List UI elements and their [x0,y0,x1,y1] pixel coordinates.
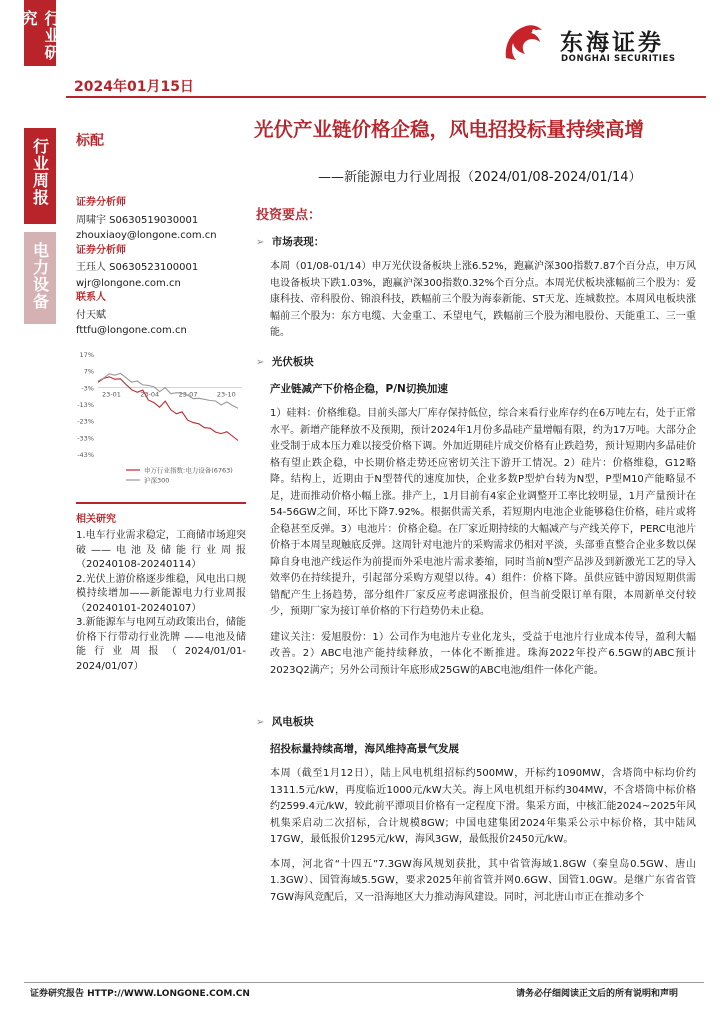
contact-name: 付天赋 [76,309,106,321]
wind-text-2: 本周，河北省“十四五”7.3GW海风规划获批，其中省管海域1.8GW（秦皇岛0.5GW、唐山1.3GW）、国管海域5.5GW，要求2025年前省管并网0.6GW、国管1.0GW。是继广东省省管7GW海风竞配后，又一沿海地区大力推动海风建设。同时，河北唐山市正在推动多个 [270,858,696,903]
related-item[interactable]: 1.电车行业需求稳定，工商储市场迎突破——电池及储能行业周报（20240108-20240114） [76,530,246,570]
related-divider [76,502,246,504]
y-tick-label: -23% [77,417,94,426]
x-tick-label: 23-04 [140,390,160,399]
pv-advice: 建议关注：爱旭股份：1）公司作为电池片专业化龙头，受益于电池片行业成本传导，盈利大幅改善。2）ABC电池产能持续释放，一体化不断推进。珠海2022年投产6.5GW的ABC预计2023Q2满产；另外公司预计年底形成25GW的ABC电池/组件一体化产能。 [270,631,696,676]
y-tick-label: -43% [77,451,94,459]
y-tick-label: -33% [77,434,94,443]
wind-text-1: 本周（截至1月12日），陆上风电机组招标约500MW，开标约1090MW，含塔筒中标均价约1311.5元/kW，再度临近1000元/kW大关。海上风电机组开标约304MW，不含塔筒中标价格约2599.4元/kW，较此前平潭项目价格有一定程度下滑。集采方面，中核汇能2024~2025年风机集采启动二次招标，合计规模8GW；中国电建集团2024年集采公示中标价格，其中陆风17GW，最低报价1295元/kW，海风3GW，最低报价2450元/kW。 [270,768,696,845]
y-tick-label: -3% [81,384,94,393]
rating: 标配 [76,133,104,149]
y-tick-label: 17% [79,351,94,359]
tab-industry-label: 电力设备 [30,242,50,310]
footer-left[interactable]: 证券研究报告 HTTP://WWW.LONGONE.COM.CN [30,989,250,999]
market-text: 本周（01/08-01/14）申万光伏设备板块上涨6.52%，跑赢沪深300指数7.87个百分点，申万风电设备板块下跌1.03%，跑赢沪深300指数0.32%个百分点。本周光伏板块涨幅前三个股为：爱康科技、帝科股份、锦浪科技，跌幅前三个股为海泰新能、ST天龙、连城数控。本周风电板块涨幅前三个股为：东方电缆、大金重工、禾望电气，跌幅前三个股为湘电股份、天能重工、三一重能。 [270,261,696,338]
brand-name-cn: 东海证券 [560,30,664,56]
contact-email: fttfu@longone.com.cn [76,325,187,336]
legend-label: 沪深300 [144,476,170,485]
y-tick-label: 7% [83,367,94,376]
bullet-icon: ➢ [256,357,265,368]
tab-report-type [19,0,61,66]
brand-logo [498,14,708,74]
bullet-icon: ➢ [256,237,265,248]
bullet-icon: ➢ [256,717,265,728]
wind-heading: 风电板块 [271,716,314,728]
pv-text: 1）硅料：价格维稳。目前头部大厂库存保持低位，综合来看行业库存约在6万吨左右，处于正常水平。新增产能释放不及预期，预计2024年1月份多晶硅产量增幅有限，约为17万吨。大部分企业受制于成本压力难以接受价格下调。外加近期硅片成交价格有止跌趋势，预计短期内多晶硅价格有望止跌企稳，中长期价格走势还应密切关注下游开工情况。2）硅片：价格维稳，G12略降。结构上，近期由于N型替代的速度加快，企业多数P型炉台转为N型，P型M10产能略显不足，进而推动价格小幅上涨。排产上，1月目前有4家企业调整开工率比较明显，1月产量预计在54-56GW之间，环比下降7.92%。根据供需关系，若短期内电池企业能够稳住价格，硅片或将企稳甚至反弹。3）电池片：价格企稳。在厂家近期持续的大幅减产与产线关停下，PERC电池片价格于本周呈现触底反弹。这周针对电池片的采购需求仍相对平淡，头部垂直整合企业多数以保障自身电池产线运作为前提而外采电池片需求萎缩，同时当前N型产品涉及到新激光工艺的导入效率仍在持续提升，引起部分采购方观望以待。4）组件：价格下降。虽供应链中游因短期供需错配产生上扬趋势，部分组件厂家反应考虑调涨报价，但当前受限订单有限，本周新单交付较少，预期厂家为接订单价格的下行趋势仍未止稳。 [270,408,696,617]
x-tick-label: 23-07 [178,390,198,399]
footer-right: 请务必仔细阅读正文后的所有说明和声明 [516,989,679,999]
related-item[interactable]: 3.新能源车与电网互动政策出台，储能价格下行带动行业洗牌 ——电池及储能行业周报（2024/01/01-2024/01/07） [76,617,246,672]
wind-section [256,714,696,906]
x-tick-label: 23-01 [102,390,121,399]
investment-title: 投资要点： [256,208,322,223]
dragon-emblem-icon [498,16,552,70]
tab-weekly [24,128,56,224]
related-research [76,510,246,674]
series-index-line [98,377,238,441]
brand-name-en: DONGHAI SECURITIES [561,54,676,64]
report-date: 2024年01月15日 [74,79,194,95]
pv-subheading: 产业链减产下价格企稳，P/N切换加速 [270,383,448,395]
analyst-email: wjr@longone.com.cn [76,277,181,289]
analyst-name: 周啸宇 S0630519030001 [76,214,199,226]
contact-role: 联系人 [76,292,106,303]
report-subtitle: ——新能源电力行业周报（2024/01/08-2024/01/14） [318,170,642,185]
performance-chart [70,346,248,496]
pv-heading: 光伏板块 [271,356,314,368]
analyst-block [76,196,246,339]
analyst-name: 王珏人 S0630523100001 [76,262,199,273]
header-divider [66,96,706,98]
market-section [256,234,696,342]
market-heading: 市场表现： [271,236,325,248]
tab-industry [24,232,56,324]
x-tick-label: 23-10 [216,390,236,399]
analyst-role: 证券分析师 [76,244,126,256]
analyst-role: 证券分析师 [76,197,126,208]
tab-report-type-label: 行业研究 [19,10,61,61]
tab-weekly-label: 行业周报 [30,138,50,206]
y-tick-label: -13% [77,401,94,409]
related-heading: 相关研究 [76,514,116,525]
related-item[interactable]: 2.光伏上游价格逐步维稳，风电出口规模持续增加——新能源电力行业周报（20240101-20240107） [76,573,246,614]
wind-subheading: 招投标量持续高增，海风维持高景气发展 [270,743,459,755]
legend-label: 申万行业指数:电力设备(6763) [144,466,233,475]
footer-divider [24,982,704,983]
pv-section [256,354,696,679]
analyst-email: zhouxiaoy@longone.com.cn [76,230,217,241]
report-title: 光伏产业链价格企稳，风电招投标量持续高增 [254,118,645,141]
